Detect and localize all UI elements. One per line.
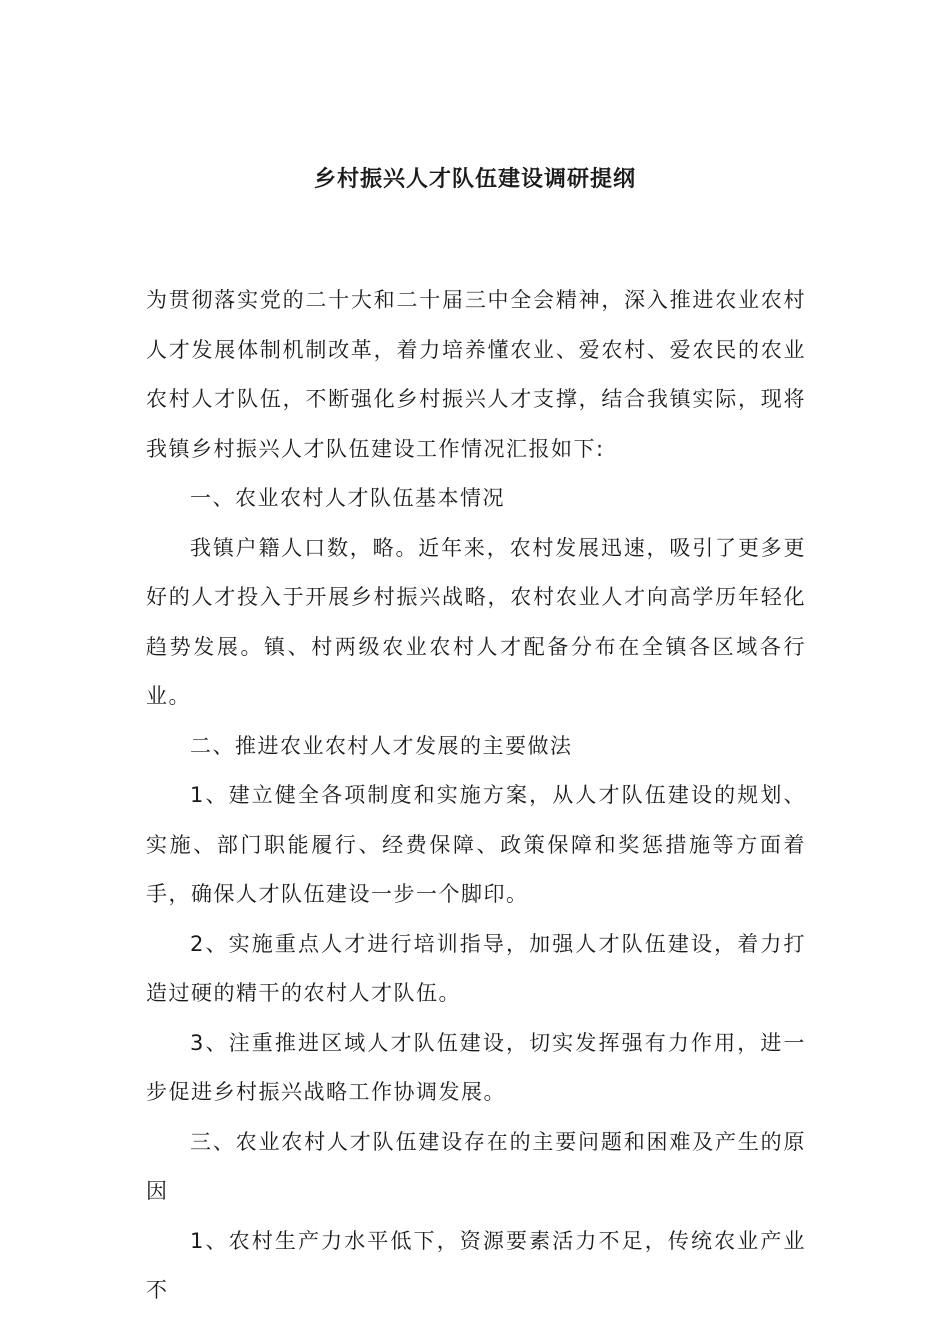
section-heading-3: 三、农业农村人才队伍建设存在的主要问题和困难及产生的原因 bbox=[146, 1129, 806, 1203]
paragraph-item-1: 1、建立健全各项制度和实施方案，从人才队伍建设的规划、实施、部门职能履行、经费保障、政策保障和奖惩措施等方面着手，确保人才队伍建设一步一个脚印。 bbox=[146, 783, 806, 906]
section-heading-2: 二、推进农业农村人才发展的主要做法 bbox=[190, 733, 573, 758]
paragraph-item-3: 3、注重推进区域人才队伍建设，切实发挥强有力作用，进一步促进乡村振兴战略工作协调发展。 bbox=[146, 1030, 806, 1104]
paragraph-problem-1: 1、农村生产力水平低下，资源要素活力不足，传统农业产业不 bbox=[146, 1228, 806, 1302]
paragraph-population: 我镇户籍人口数，略。近年来，农村发展迅速，吸引了更多更好的人才投入于开展乡村振兴战略，农村农业人才向高学历年轻化趋势发展。镇、村两级农业农村人才配备分布在全镇各区域各行业。 bbox=[146, 535, 806, 708]
section-heading-1: 一、农业农村人才队伍基本情况 bbox=[190, 486, 505, 510]
paragraph-item-2: 2、实施重点人才进行培训指导，加强人才队伍建设，着力打造过硬的精干的农村人才队伍。 bbox=[146, 931, 806, 1005]
intro-paragraph: 为贯彻落实党的二十大和二十届三中全会精神，深入推进农业农村人才发展体制机制改革，着力培养懂农业、爱农村、爱农民的农业农村人才队伍，不断强化乡村振兴人才支撑，结合我镇实际，现将我镇乡村振兴人才队伍建设工作情况汇报如下: bbox=[146, 288, 806, 461]
document-body bbox=[146, 276, 806, 1316]
document-title: 乡村振兴人才队伍建设调研提纲 bbox=[313, 167, 636, 192]
